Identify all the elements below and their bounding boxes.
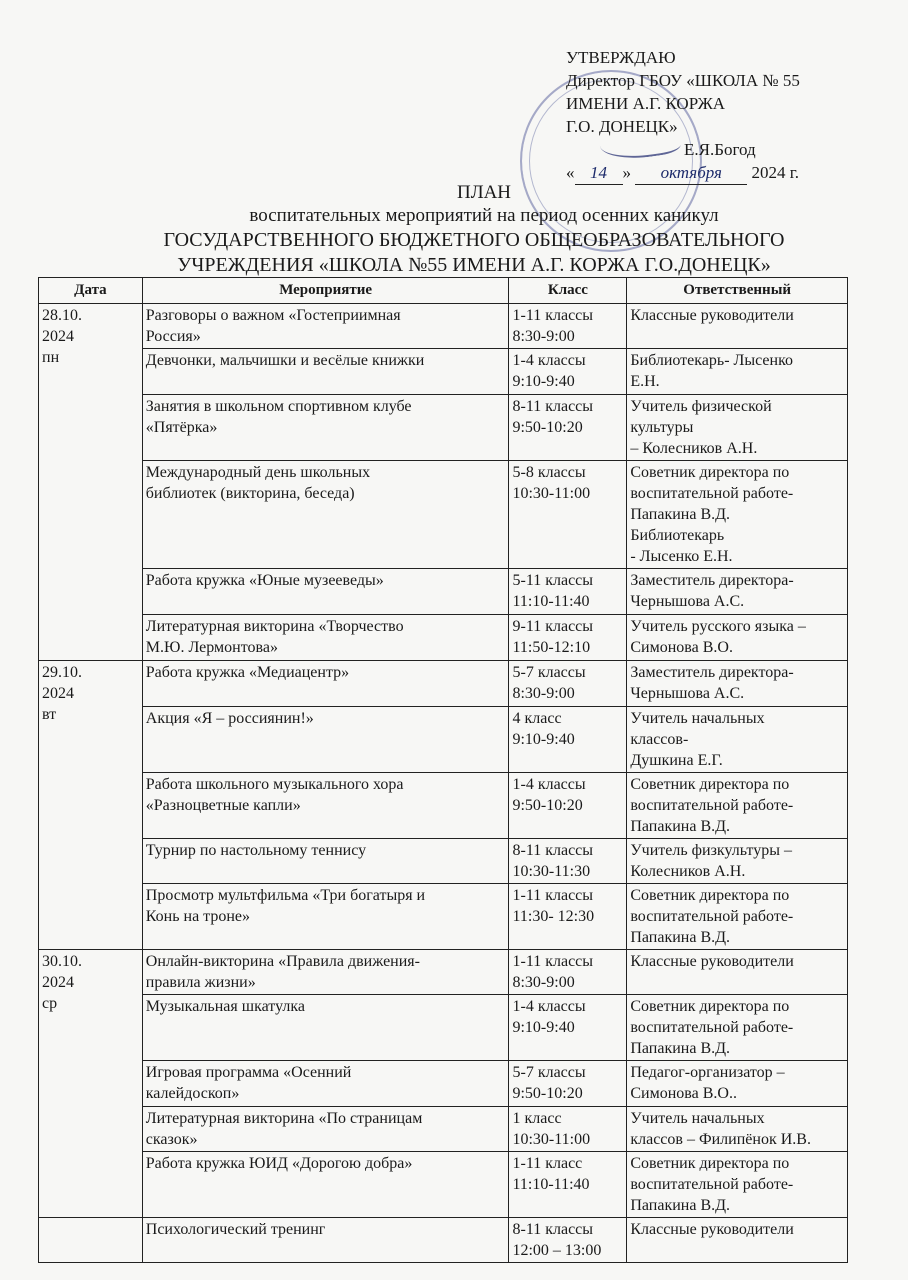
responsible-cell: Классные руководители bbox=[627, 304, 848, 349]
approval-city: Г.О. ДОНЕЦК» bbox=[566, 117, 678, 136]
approval-position: Директор ГБОУ «ШКОЛА № 55 bbox=[566, 71, 800, 90]
event-cell: Игровая программа «Осенний калейдоскоп» bbox=[142, 1061, 509, 1107]
table-row bbox=[39, 569, 848, 615]
date-close-quote: » bbox=[622, 163, 631, 182]
responsible-cell: Советник директора по воспитательной работе- Папакина В.Д. bbox=[627, 884, 848, 950]
table-row bbox=[39, 461, 848, 569]
table-row bbox=[39, 839, 848, 884]
responsible-cell: Учитель физической культуры – Колесников А.Н. bbox=[627, 395, 848, 461]
table-row bbox=[39, 304, 848, 349]
date-year: 2024 г. bbox=[751, 163, 800, 182]
event-cell: Работа кружка «Медиацентр» bbox=[142, 661, 509, 707]
table-row bbox=[39, 707, 848, 773]
responsible-cell: Советник директора по воспитательной работе- Папакина В.Д. bbox=[627, 1152, 848, 1218]
date-cell: 28.10. 2024 пн bbox=[39, 304, 143, 661]
event-cell: Девчонки, мальчишки и весёлые книжки bbox=[142, 349, 509, 395]
class-cell: 1-4 классы 9:10-9:40 bbox=[509, 995, 627, 1061]
table-row bbox=[39, 884, 848, 950]
date-cell: 29.10. 2024 вт bbox=[39, 661, 143, 950]
table-body bbox=[39, 304, 848, 1263]
class-cell: 8-11 классы 12:00 – 13:00 bbox=[509, 1218, 627, 1263]
class-cell: 1-4 классы 9:50-10:20 bbox=[509, 773, 627, 839]
table-row bbox=[39, 950, 848, 995]
class-cell: 1-11 классы 11:30- 12:30 bbox=[509, 884, 627, 950]
institution-line-2: УЧРЕЖДЕНИЯ «ШКОЛА №55 ИМЕНИ А.Г. КОРЖА Г.О.ДОНЕЦК» bbox=[177, 254, 771, 276]
table-row bbox=[39, 1061, 848, 1107]
date-day: 14 bbox=[575, 161, 623, 185]
class-cell: 1-4 классы 9:10-9:40 bbox=[509, 349, 627, 395]
responsible-cell: Заместитель директора- Чернышова А.С. bbox=[627, 569, 848, 615]
table-row bbox=[39, 1218, 848, 1263]
class-cell: 1-11 класс 11:10-11:40 bbox=[509, 1152, 627, 1218]
document-title-block bbox=[0, 182, 908, 278]
table-row bbox=[39, 1152, 848, 1218]
responsible-cell: Учитель физкультуры – Колесников А.Н. bbox=[627, 839, 848, 884]
header-event: Мероприятие bbox=[142, 278, 509, 304]
events-table bbox=[38, 277, 848, 1263]
date-open-quote: « bbox=[566, 163, 575, 182]
event-cell: Просмотр мультфильма «Три богатыря и Конь на троне» bbox=[142, 884, 509, 950]
event-cell: Литературная викторина «По страницам сказок» bbox=[142, 1107, 509, 1152]
class-cell: 1 класс 10:30-11:00 bbox=[509, 1107, 627, 1152]
approval-heading: УТВЕРЖДАЮ bbox=[566, 48, 676, 67]
table-row bbox=[39, 773, 848, 839]
date-cell: 30.10. 2024 ср bbox=[39, 950, 143, 1218]
event-cell: Занятия в школьном спортивном клубе «Пятёрка» bbox=[142, 395, 509, 461]
table-row bbox=[39, 995, 848, 1061]
event-cell: Литературная викторина «Творчество М.Ю. Лермонтова» bbox=[142, 615, 509, 661]
class-cell: 5-7 классы 8:30-9:00 bbox=[509, 661, 627, 707]
event-cell: Турнир по настольному теннису bbox=[142, 839, 509, 884]
table-row bbox=[39, 661, 848, 707]
event-cell: Онлайн-викторина «Правила движения- правила жизни» bbox=[142, 950, 509, 995]
responsible-cell: Советник директора по воспитательной работе- Папакина В.Д. bbox=[627, 773, 848, 839]
responsible-cell: Учитель русского языка – Симонова В.О. bbox=[627, 615, 848, 661]
table-header-row bbox=[39, 278, 848, 304]
class-cell: 5-11 классы 11:10-11:40 bbox=[509, 569, 627, 615]
class-cell: 5-8 классы 10:30-11:00 bbox=[509, 461, 627, 569]
table-row bbox=[39, 1107, 848, 1152]
date-cell bbox=[39, 1218, 143, 1263]
table-row bbox=[39, 395, 848, 461]
document-subtitle: воспитательных мероприятий на период осенних каникул bbox=[249, 205, 719, 226]
responsible-cell: Заместитель директора- Чернышова А.С. bbox=[627, 661, 848, 707]
date-month: октября bbox=[635, 161, 747, 185]
header-responsible: Ответственный bbox=[627, 278, 848, 304]
table-row bbox=[39, 349, 848, 395]
event-cell: Акция «Я – россиянин!» bbox=[142, 707, 509, 773]
header-date: Дата bbox=[39, 278, 143, 304]
class-cell: 9-11 классы 11:50-12:10 bbox=[509, 615, 627, 661]
responsible-cell: Советник директора по воспитательной работе- Папакина В.Д. Библиотекарь - Лысенко Е.Н. bbox=[627, 461, 848, 569]
class-cell: 8-11 классы 10:30-11:30 bbox=[509, 839, 627, 884]
responsible-cell: Классные руководители bbox=[627, 950, 848, 995]
class-cell: 8-11 классы 9:50-10:20 bbox=[509, 395, 627, 461]
approval-block bbox=[566, 46, 896, 185]
header-class: Класс bbox=[509, 278, 627, 304]
institution-line-1: ГОСУДАРСТВЕННОГО БЮДЖЕТНОГО ОБЩЕОБРАЗОВАТЕЛЬНОГО bbox=[163, 229, 785, 251]
event-cell: Работа кружка «Юные музееведы» bbox=[142, 569, 509, 615]
document-title: ПЛАН bbox=[456, 182, 512, 203]
event-cell: Психологический тренинг bbox=[142, 1218, 509, 1263]
responsible-cell: Учитель начальных классов- Душкина Е.Г. bbox=[627, 707, 848, 773]
event-cell: Музыкальная шкатулка bbox=[142, 995, 509, 1061]
responsible-cell: Педагог-организатор – Симонова В.О.. bbox=[627, 1061, 848, 1107]
approval-signer: Е.Я.Богод bbox=[684, 140, 756, 159]
table-row bbox=[39, 615, 848, 661]
event-cell: Международный день школьных библиотек (викторина, беседа) bbox=[142, 461, 509, 569]
class-cell: 4 класс 9:10-9:40 bbox=[509, 707, 627, 773]
responsible-cell: Классные руководители bbox=[627, 1218, 848, 1263]
event-cell: Разговоры о важном «Гостеприимная Россия» bbox=[142, 304, 509, 349]
approval-school: ИМЕНИ А.Г. КОРЖА bbox=[566, 94, 726, 113]
class-cell: 1-11 классы 8:30-9:00 bbox=[509, 304, 627, 349]
class-cell: 1-11 классы 8:30-9:00 bbox=[509, 950, 627, 995]
event-cell: Работа кружка ЮИД «Дорогою добра» bbox=[142, 1152, 509, 1218]
class-cell: 5-7 классы 9:50-10:20 bbox=[509, 1061, 627, 1107]
responsible-cell: Библиотекарь- Лысенко Е.Н. bbox=[627, 349, 848, 395]
responsible-cell: Советник директора по воспитательной работе- Папакина В.Д. bbox=[627, 995, 848, 1061]
responsible-cell: Учитель начальных классов – Филипёнок И.В. bbox=[627, 1107, 848, 1152]
event-cell: Работа школьного музыкального хора «Разноцветные капли» bbox=[142, 773, 509, 839]
